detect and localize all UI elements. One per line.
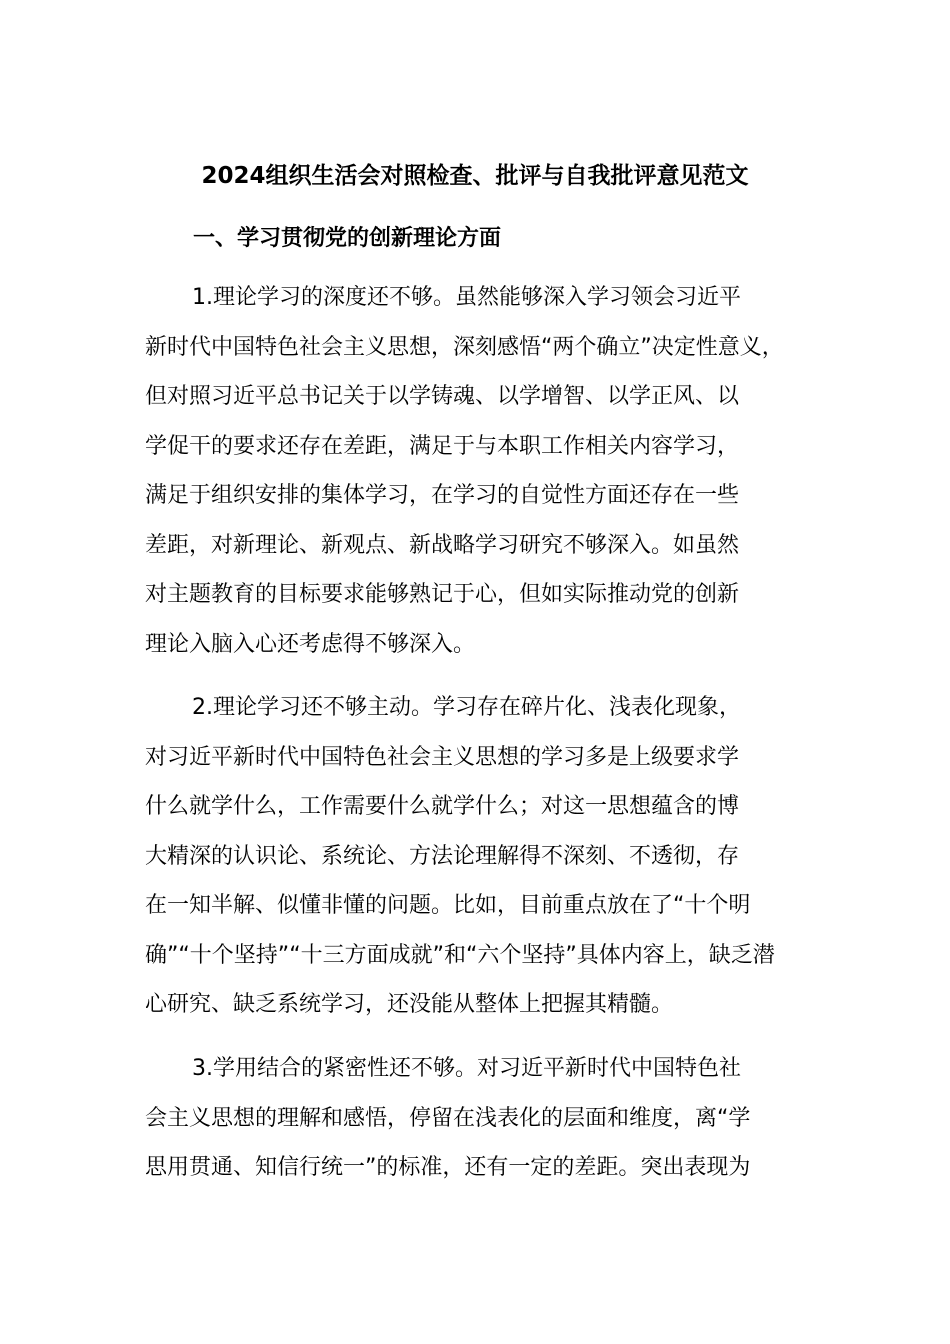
paragraph-line: 什么就学什么，工作需要什么就学什么；对这一思想蕴含的博 <box>145 794 740 819</box>
paragraph-line: 在一知半解、似懂非懂的问题。比如，目前重点放在了“十个明 <box>145 893 751 918</box>
paragraph-line: 理论入脑入心还考虑得不够深入。 <box>145 631 476 657</box>
paragraph-line: 新时代中国特色社会主义思想，深刻感悟“两个确立”决定性意义， <box>145 334 784 360</box>
paragraph-line: 思用贯通、知信行统一”的标准，还有一定的差距。突出表现为 <box>145 1155 751 1180</box>
paragraph-line: 1.理论学习的深度还不够。虽然能够深入学习领会习近平 <box>192 285 741 310</box>
paragraph <box>145 273 845 669</box>
paragraph <box>145 683 845 1030</box>
paragraph-line: 心研究、缺乏系统学习，还没能从整体上把握其精髓。 <box>145 992 674 1017</box>
paragraph-line: 2.理论学习还不够主动。学习存在碎片化、浅表化现象， <box>192 695 741 720</box>
paragraph-line: 3.学用结合的紧密性还不够。对习近平新时代中国特色社 <box>192 1056 741 1081</box>
paragraph-line: 会主义思想的理解和感悟，停留在浅表化的层面和维度，离“学 <box>145 1105 751 1131</box>
paragraph-line: 差距，对新理论、新观点、新战略学习研究不够深入。如虽然 <box>145 532 740 558</box>
section-heading: 一、学习贯彻党的创新理论方面 <box>193 226 502 251</box>
paragraph-line: 大精深的认识论、系统论、方法论理解得不深刻、不透彻，存 <box>145 843 740 869</box>
paragraph <box>145 1044 845 1193</box>
paragraph-line: 学促干的要求还存在差距，满足于与本职工作相关内容学习， <box>145 433 740 459</box>
document-title: 2024组织生活会对照检查、批评与自我批评意见范文 <box>201 163 749 189</box>
paragraph-line: 确”“十个坚持”“十三方面成就”和“六个坚持”具体内容上，缺乏潜 <box>145 942 775 968</box>
paragraph-line: 但对照习近平总书记关于以学铸魂、以学增智、以学正风、以 <box>145 384 740 409</box>
paragraph-line: 满足于组织安排的集体学习，在学习的自觉性方面还存在一些 <box>145 483 740 508</box>
paragraph-line: 对习近平新时代中国特色社会主义思想的学习多是上级要求学 <box>145 744 740 770</box>
paragraph-line: 对主题教育的目标要求能够熟记于心，但如实际推动党的创新 <box>145 582 740 607</box>
